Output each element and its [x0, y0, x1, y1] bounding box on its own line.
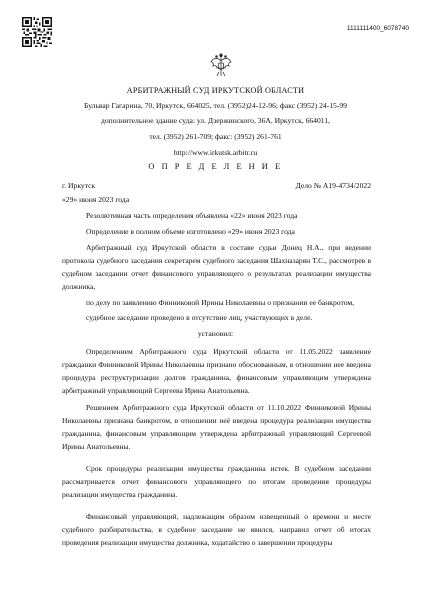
- full-text-prepared-line: Определение в полном объеме изготовлено «29» июня 2023 года: [86, 227, 295, 236]
- body-paragraph-3-text: Срок процедуры реализации имущества гражданина истек. В судебном заседании рассматривается отчет финансового управляющего по итогам проведения процедуры реализации имущества гражданина.: [62, 464, 371, 499]
- case-basis-line: по делу по заявлению Финниковой Ирины Николаевны о признании ее банкротом,: [86, 298, 355, 307]
- city-label: г. Иркутск: [62, 181, 96, 190]
- body-paragraph-1: [62, 345, 371, 397]
- qr-code-icon: [22, 17, 52, 47]
- decision-date: «29» июня 2023 года: [62, 195, 130, 204]
- body-paragraph-1-text: Определением Арбитражного суда Иркутской области от 11.05.2022 заявление гражданки Финниковой Ирины Николаевны признано обоснованным, в отношении нее введена процедура реструктуризации долгов гражданина, финансовым управляющим утверждена арбитражный управляющий Сергеева Ирина Анатольевна.: [62, 347, 371, 395]
- body-paragraph-4-text: Финансовый управляющий, надлежащим образом извещенный о времени и месте судебного разбирательства, в судебное заседание не явился, направил отчет об итогах проведения реализации имущества должника, ходатайство о завершении процедуры: [62, 512, 371, 547]
- body-paragraph-2: [62, 401, 371, 453]
- body-paragraph-2-text: Решением Арбитражного суда Иркутской области от 11.10.2022 Финниковой Ирины Николаевны признана банкротом, в отношении неё введена процедура реализации имущества гражданина, финансовым управляющим утверждена арбитражный управляющий Сергеевой Ирины Анатольевны.: [62, 403, 371, 451]
- document-type-heading: О П Р Е Д Е Л Е Н И Е: [148, 162, 283, 171]
- court-name: АРБИТРАЖНЫЙ СУД ИРКУТСКОЙ ОБЛАСТИ: [126, 86, 305, 95]
- court-composition-paragraph: [62, 241, 371, 293]
- established-heading: установил:: [197, 329, 234, 338]
- coat-of-arms-icon: [210, 53, 232, 79]
- website-line: http://www.irkutsk.arbitr.ru: [173, 148, 258, 157]
- document-id: 1111111400_6078740: [346, 25, 409, 32]
- court-composition-text: Арбитражный суд Иркутской области в составе судьи Донец Н.А., при ведении протокола судебного заседания секретарем судебного заседания Шахназарян Т.С., рассмотрев в судебном заседании отчет финансового управляющего о результатах реализации имущества должника,: [62, 243, 371, 291]
- case-number: Дело № А19-4734/2022: [295, 181, 371, 190]
- hearing-absence-line: судебное заседание проведено в отсутствие лиц, участвующих в деле.: [86, 313, 313, 322]
- address-line-2: дополнительное здание суда: ул. Дзержинского, 36А, Иркутск, 664011,: [101, 116, 330, 125]
- body-paragraph-4: [62, 510, 371, 549]
- body-paragraph-3: [62, 462, 371, 501]
- address-line-1: Бульвар Гагарина, 70, Иркутск, 664025, тел. (3952)24-12-96; факс (3952) 24-15-99: [84, 101, 347, 110]
- address-line-3: тел. (3952) 261-709; факс: (3952) 261-761: [149, 132, 282, 141]
- resolution-announced-line: Резолютивная часть определения объявлена «22» июня 2023 года: [86, 211, 298, 220]
